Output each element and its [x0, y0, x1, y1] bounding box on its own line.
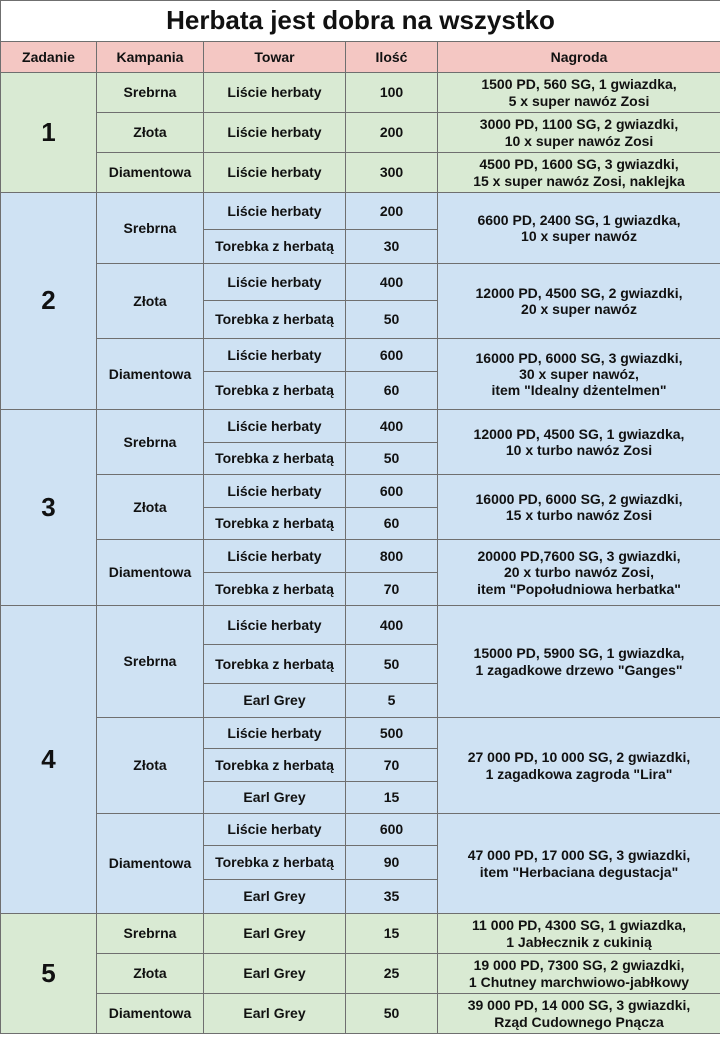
campaign-name: Złota — [97, 113, 204, 153]
reward-line: 27 000 PD, 10 000 SG, 2 gwiazdki, — [467, 749, 691, 766]
reward-line: 1 Chutney marchwiowo-jabłkowy — [468, 973, 690, 990]
quantity: 30 — [346, 230, 438, 264]
reward-line: 47 000 PD, 17 000 SG, 3 gwiazdki, — [467, 847, 691, 864]
campaign-name: Diamentowa — [97, 153, 204, 193]
task-number: 2 — [1, 193, 97, 410]
campaign-name: Srebrna — [97, 193, 204, 264]
quantity: 600 — [346, 339, 438, 372]
reward-line: 4500 PD, 1600 SG, 3 gwiazdki, — [479, 156, 679, 173]
good-name: Torebka z herbatą — [204, 573, 346, 606]
campaign-name: Diamentowa — [97, 814, 204, 914]
reward-line: 1 zagadkowa zagroda "Lira" — [485, 765, 673, 782]
header-reward: Nagroda — [438, 42, 720, 73]
good-name: Earl Grey — [204, 684, 346, 718]
reward-line: 20 x turbo nawóz Zosi, — [503, 564, 655, 581]
reward — [438, 410, 720, 475]
reward-line: 11 000 PD, 4300 SG, 1 gwiazdka, — [472, 917, 687, 934]
quantity: 70 — [346, 749, 438, 782]
quantity: 400 — [346, 264, 438, 301]
campaign-name: Złota — [97, 718, 204, 814]
quantity: 200 — [346, 113, 438, 153]
reward — [438, 606, 720, 718]
task-number: 1 — [1, 73, 97, 193]
reward — [438, 153, 720, 193]
good-name: Liście herbaty — [204, 540, 346, 573]
reward-line: 1500 PD, 560 SG, 1 gwiazdka, — [481, 76, 677, 93]
good-name: Torebka z herbatą — [204, 230, 346, 264]
quantity: 600 — [346, 814, 438, 846]
reward-line: 5 x super nawóz Zosi — [508, 92, 650, 109]
good-name: Earl Grey — [204, 954, 346, 994]
good-name: Torebka z herbatą — [204, 846, 346, 880]
good-name: Liście herbaty — [204, 606, 346, 645]
campaign-name: Diamentowa — [97, 994, 204, 1034]
reward — [438, 954, 720, 994]
table-title: Herbata jest dobra na wszystko — [1, 1, 720, 42]
header-task: Zadanie — [1, 42, 97, 73]
reward — [438, 113, 720, 153]
campaign-name: Srebrna — [97, 606, 204, 718]
reward-line: 19 000 PD, 7300 SG, 2 gwiazdki, — [473, 957, 685, 974]
table-row — [1, 954, 720, 994]
reward — [438, 475, 720, 540]
good-name: Torebka z herbatą — [204, 301, 346, 339]
reward — [438, 994, 720, 1034]
task-number: 3 — [1, 410, 97, 606]
quantity: 100 — [346, 73, 438, 113]
campaign-name: Srebrna — [97, 914, 204, 954]
table-row — [1, 73, 720, 113]
table-row — [1, 994, 720, 1034]
quantity: 600 — [346, 475, 438, 508]
header-row — [1, 42, 720, 73]
good-name: Torebka z herbatą — [204, 443, 346, 475]
quantity: 300 — [346, 153, 438, 193]
reward-line: 1 Jabłecznik z cukinią — [506, 933, 652, 950]
campaign-name: Diamentowa — [97, 540, 204, 606]
reward-line: 15000 PD, 5900 SG, 1 gwiazdka, — [473, 645, 685, 662]
reward-line: 6600 PD, 2400 SG, 1 gwiazdka, — [477, 211, 681, 228]
reward-line: 15 x super nawóz Zosi, naklejka — [473, 172, 685, 189]
task-number: 4 — [1, 606, 97, 914]
campaign-name: Diamentowa — [97, 339, 204, 410]
quantity: 200 — [346, 193, 438, 230]
table-row — [1, 193, 720, 230]
reward — [438, 193, 720, 264]
reward-line: 10 x super nawóz Zosi — [504, 132, 654, 149]
good-name: Earl Grey — [204, 782, 346, 814]
table-row — [1, 264, 720, 301]
quantity: 60 — [346, 508, 438, 540]
table-body — [1, 73, 720, 1034]
reward — [438, 339, 720, 410]
task-number: 5 — [1, 914, 97, 1034]
good-name: Liście herbaty — [204, 718, 346, 749]
reward-line: Rząd Cudownego Pnącza — [494, 1013, 664, 1030]
campaign-name: Srebrna — [97, 73, 204, 113]
good-name: Liście herbaty — [204, 113, 346, 153]
good-name: Liście herbaty — [204, 73, 346, 113]
table-row — [1, 718, 720, 749]
reward-line: 10 x super nawóz — [521, 228, 637, 244]
quantity: 50 — [346, 994, 438, 1034]
good-name: Torebka z herbatą — [204, 645, 346, 684]
reward-line: 20 x super nawóz — [521, 301, 637, 317]
reward — [438, 540, 720, 606]
table-row — [1, 113, 720, 153]
good-name: Liście herbaty — [204, 264, 346, 301]
table-row — [1, 475, 720, 508]
quantity: 50 — [346, 443, 438, 475]
good-name: Liście herbaty — [204, 153, 346, 193]
reward — [438, 73, 720, 113]
campaign-name: Złota — [97, 954, 204, 994]
quantity: 15 — [346, 914, 438, 954]
good-name: Liście herbaty — [204, 814, 346, 846]
good-name: Liście herbaty — [204, 193, 346, 230]
reward-line: 1 zagadkowe drzewo "Ganges" — [475, 661, 683, 678]
reward-line: item "Popołudniowa herbatka" — [477, 580, 681, 597]
reward-line: item "Idealny dżentelmen" — [491, 382, 667, 399]
quantity: 35 — [346, 880, 438, 914]
quantity: 90 — [346, 846, 438, 880]
quantity: 400 — [346, 410, 438, 443]
reward-line: 20000 PD,7600 SG, 3 gwiazdki, — [477, 548, 681, 565]
campaign-name: Złota — [97, 475, 204, 540]
header-qty: Ilość — [346, 42, 438, 73]
good-name: Liście herbaty — [204, 475, 346, 508]
table-row — [1, 606, 720, 645]
quantity: 15 — [346, 782, 438, 814]
reward — [438, 718, 720, 814]
quantity: 800 — [346, 540, 438, 573]
reward-line: 30 x super nawóz, — [519, 365, 639, 382]
good-name: Liście herbaty — [204, 339, 346, 372]
header-good: Towar — [204, 42, 346, 73]
table-row — [1, 153, 720, 193]
quantity: 70 — [346, 573, 438, 606]
table-row — [1, 410, 720, 443]
good-name: Earl Grey — [204, 880, 346, 914]
reward-line: item "Herbaciana degustacja" — [479, 863, 679, 880]
title-row — [1, 1, 720, 42]
reward-line: 3000 PD, 1100 SG, 2 gwiazdki, — [479, 116, 679, 133]
reward-line: 39 000 PD, 14 000 SG, 3 gwiazdki, — [467, 997, 691, 1014]
quantity: 50 — [346, 645, 438, 684]
header-campaign: Kampania — [97, 42, 204, 73]
table-row — [1, 540, 720, 573]
reward-line: 15 x turbo nawóz Zosi — [505, 507, 653, 523]
quantity: 500 — [346, 718, 438, 749]
reward — [438, 914, 720, 954]
campaign-name: Srebrna — [97, 410, 204, 475]
quantity: 400 — [346, 606, 438, 645]
reward-line: 10 x turbo nawóz Zosi — [505, 442, 653, 458]
quantity: 25 — [346, 954, 438, 994]
good-name: Earl Grey — [204, 994, 346, 1034]
reward-line: 16000 PD, 6000 SG, 2 gwiazdki, — [475, 490, 683, 507]
good-name: Earl Grey — [204, 914, 346, 954]
quantity: 50 — [346, 301, 438, 339]
reward — [438, 814, 720, 914]
reward — [438, 264, 720, 339]
good-name: Liście herbaty — [204, 410, 346, 443]
good-name: Torebka z herbatą — [204, 372, 346, 410]
reward-line: 12000 PD, 4500 SG, 1 gwiazdka, — [473, 425, 685, 442]
quantity: 5 — [346, 684, 438, 718]
good-name: Torebka z herbatą — [204, 749, 346, 782]
table-row — [1, 339, 720, 372]
reward-line: 16000 PD, 6000 SG, 3 gwiazdki, — [475, 349, 683, 366]
quantity: 60 — [346, 372, 438, 410]
reward-line: 12000 PD, 4500 SG, 2 gwiazdki, — [475, 284, 683, 301]
table-row — [1, 914, 720, 954]
campaign-name: Złota — [97, 264, 204, 339]
good-name: Torebka z herbatą — [204, 508, 346, 540]
table-row — [1, 814, 720, 846]
